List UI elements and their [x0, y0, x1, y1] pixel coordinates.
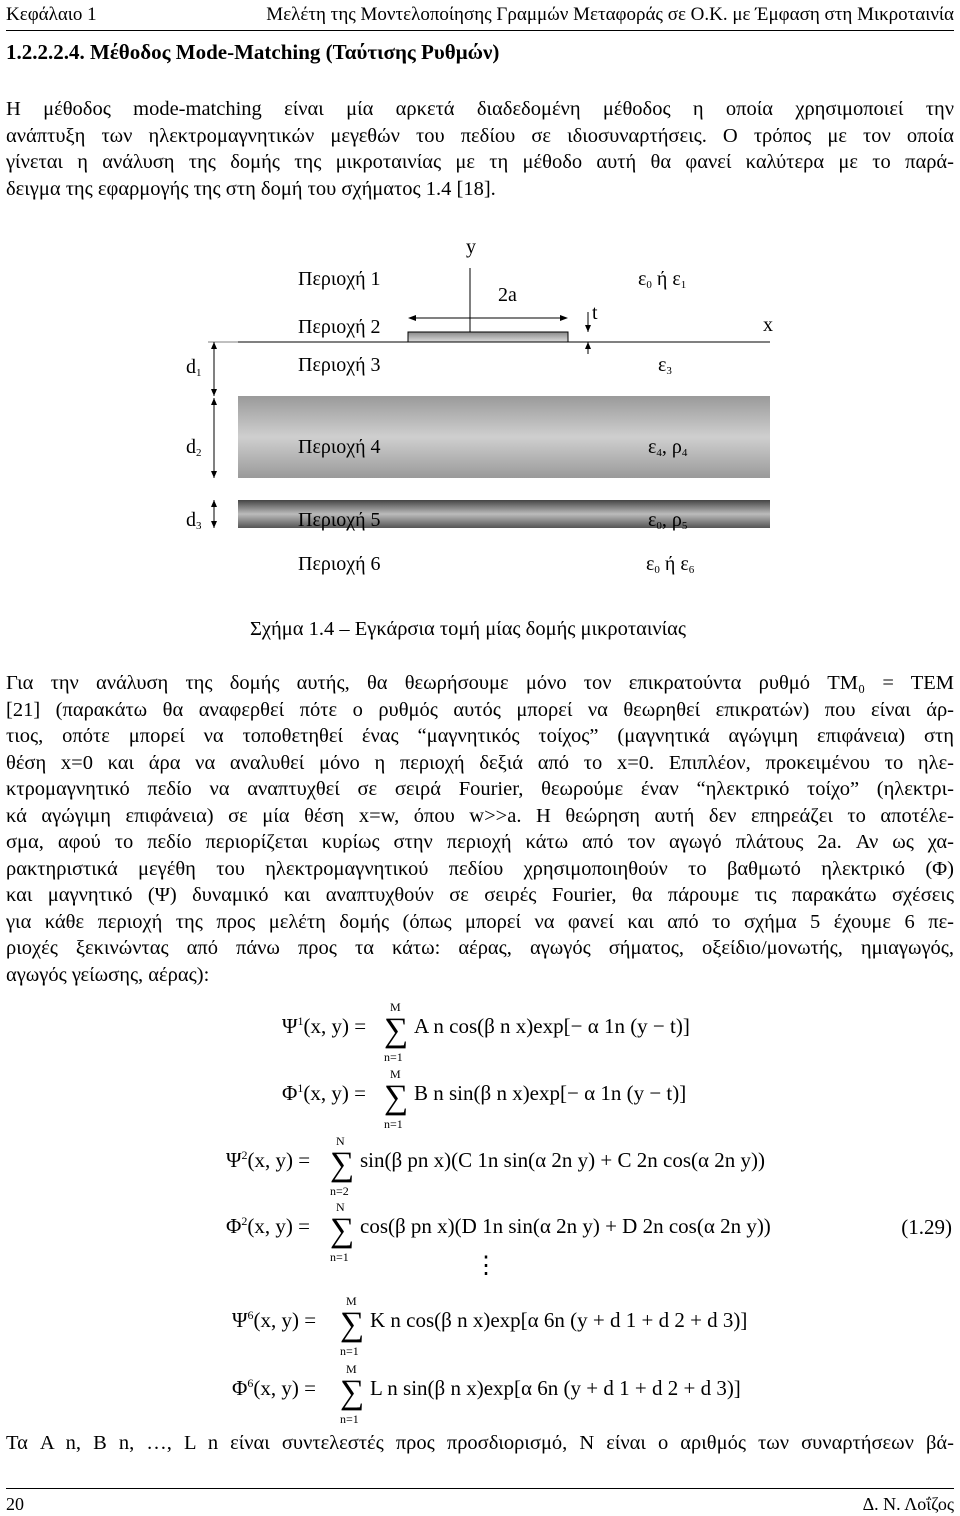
paragraph-line: γίνεται η ανάλυση της δομής της μικροταινίας με τη μέθοδο αυτή θα φανεί καλύτερα με το παρά- — [6, 151, 954, 173]
region-3-label: Περιοχή 3 — [298, 354, 381, 376]
signal-strip — [408, 332, 568, 342]
sum-lower-limit: n=2 — [330, 1184, 349, 1198]
equation-lhs: $\Phi^2(x$, y) = — [226, 1214, 310, 1238]
region-5-label: Περιοχή 5 — [298, 509, 381, 531]
paragraph-line: Τα A n, B n, …, L n είναι συντελεστές προς προσδιορισμό, N είναι ο αριθμός των συναρτήσεων βά- — [6, 1432, 954, 1454]
region-6-label: Περιοχή 6 — [298, 553, 381, 575]
sum-upper-limit: M — [346, 1362, 357, 1376]
header-chapter: Κεφάλαιο 1 — [6, 4, 97, 25]
equation-rhs: sin(β pn x)(C 1n sin(α 2n y) + C 2n cos(α 2n y)) — [360, 1148, 765, 1172]
sum-lower-limit: n=1 — [384, 1117, 403, 1131]
equation-rhs: K n cos(β n x)exp[α 6n (y + d 1 + d 2 + d 3)] — [370, 1308, 748, 1332]
x-axis-label: x — [763, 314, 773, 336]
region-1-label: Περιοχή 1 — [298, 268, 381, 290]
eps-5-label: $\varepsilon_0$, $\rho_5$ — [648, 509, 688, 532]
equation-lhs: $\Phi^6(x$, y) = — [232, 1376, 316, 1400]
sum-sign: ∑ — [384, 1012, 409, 1049]
sum-lower-limit: n=1 — [340, 1344, 359, 1358]
equation-lhs: $\Psi^6(x$, y) = — [232, 1308, 317, 1332]
equation-rhs: A n cos(β n x)exp[− α 1n (y − t)] — [414, 1014, 690, 1038]
d1-label: $d_1$ — [186, 356, 202, 379]
equation-lhs: $\Psi^1(x$, y) = — [282, 1014, 367, 1038]
sum-sign: ∑ — [340, 1306, 365, 1343]
sum-upper-limit: M — [390, 1000, 401, 1014]
equation-lhs: $\Psi^2(x$, y) = — [226, 1148, 311, 1172]
sum-sign: ∑ — [340, 1374, 365, 1411]
sum-upper-limit: M — [390, 1067, 401, 1081]
sum-lower-limit: n=1 — [330, 1250, 349, 1264]
analysis-paragraph — [6, 670, 954, 988]
paragraph-line: ριοχές ξεκινώντας από πάνω προς τα κάτω: αέρας, αγωγός σήματος, οξείδιο/μονωτής, ημιαγωγός, — [6, 937, 954, 959]
figure-drawing — [0, 228, 960, 628]
paragraph-line: κτρομαγνητικό πεδίο να αναπτυχθεί σε σειρά Fourier, θεωρούμε έναν “ηλεκτρικό τοίχο” (ηλεκτρι- — [6, 778, 954, 800]
eps-1-label: $\varepsilon_0$ ή $\varepsilon_1$ — [638, 268, 687, 291]
paragraph-line: αγωγός γείωσης, αέρας): — [6, 963, 210, 986]
sum-lower-limit: n=1 — [384, 1050, 403, 1064]
d3-label: $d_3$ — [186, 509, 202, 532]
d2-label: $d_2$ — [186, 436, 202, 459]
eps-4-label: $\varepsilon_4$, $\rho_4$ — [648, 436, 688, 459]
header-title: Μελέτη της Μοντελοποίησης Γραμμών Μεταφοράς σε Ο.Κ. με Έμφαση στη Μικροταινία — [266, 4, 954, 25]
sum-lower-limit: n=1 — [340, 1412, 359, 1426]
sum-upper-limit: M — [346, 1294, 357, 1308]
paragraph-line: [21] (παρακάτω θα αναφερθεί πότε ο ρυθμός αυτός μπορεί να θεωρηθεί επικρατών) που είναι άρ- — [6, 698, 954, 721]
closing-line — [6, 1430, 954, 1457]
eps-6-label: $\varepsilon_0$ ή $\varepsilon_6$ — [646, 553, 695, 576]
y-axis-label: y — [466, 236, 476, 258]
figure-microstrip-cross-section — [0, 228, 960, 628]
sum-sign: ∑ — [330, 1212, 355, 1249]
vertical-ellipsis: ⋮ — [474, 1253, 498, 1279]
footer-author: Δ. Ν. Λοΐζος — [862, 1494, 954, 1514]
paragraph-line: και μαγνητικό (Ψ) δυναμικό και αναπτυχθούν σε σειρές Fourier, θα πάρουμε τις παρακάτω σχέσεις — [6, 884, 954, 906]
sum-sign: ∑ — [330, 1146, 355, 1183]
paragraph-line: Η μέθοδος mode-matching είναι μία αρκετά διαδεδομένη μέθοδος η οποία χρησιμοποιεί την — [6, 98, 954, 120]
footer-rule — [6, 1488, 954, 1489]
paragraph-line: κά αγώγιμη επιφάνεια) σε μία θέση x=w, όπου w>>a. Η θεώρηση αυτή δεν επηρεάζει το αποτέλε- — [6, 804, 954, 827]
figure-caption: Σχήμα 1.4 – Εγκάρσια τομή μίας δομής μικροταινίας — [250, 618, 686, 640]
paragraph-line: για κάθε περιοχή της προς μελέτη δομής (όπως μπορεί να φανεί και από το σχήμα 5 έχουμε 6 πε- — [6, 910, 954, 933]
paragraph-line: Για την ανάλυση της δομής αυτής, θα θεωρήσουμε μόνο τον επικρατούντα ρυθμό TM₀ = TEM — [6, 672, 954, 694]
sum-sign: ∑ — [384, 1079, 409, 1116]
header-rule — [6, 30, 954, 31]
thickness-label: t — [592, 302, 598, 324]
paragraph-line: δειγμα της εφαρμογής της στη δομή του σχήματος 1.4 [18]. — [6, 177, 496, 200]
equation-lhs: $\Phi^1(x$, y) = — [282, 1081, 366, 1105]
equation-rhs: cos(β pn x)(D 1n sin(α 2n y) + D 2n cos(α 2n y)) — [360, 1214, 771, 1238]
intro-paragraph — [6, 96, 954, 202]
paragraph-line: ανάπτυξη των ηλεκτρομαγνητικών μεγεθών του πεδίου σε ιδιοσυναρτήσεις. Ο τρόπος με τον οποία — [6, 124, 954, 147]
eps-3-label: $\varepsilon_3$ — [658, 354, 672, 377]
paragraph-line: θέση x=0 και άρα να αναλυθεί μόνο η περιοχή δεξιά από το x=0. Επιπλέον, προκειμένου το ηλε- — [6, 751, 954, 774]
sum-upper-limit: N — [336, 1134, 345, 1148]
page-number: 20 — [6, 1494, 24, 1514]
equation-number: (1.29) — [901, 1215, 952, 1239]
equation-rhs: B n sin(β n x)exp[− α 1n (y − t)] — [414, 1081, 687, 1105]
sum-upper-limit: N — [336, 1200, 345, 1214]
width-label: 2a — [498, 284, 517, 306]
paragraph-line: τιος, οπότε μπορεί να τοποθετηθεί ένας “μαγνητικός τοίχος” (μαγνητικά αγώγιμη επιφάνεια) στη — [6, 725, 954, 747]
paragraph-line: σμα, αφού το πεδίο περιορίζεται κυρίως στην περιοχή κάτω από τον αγωγό πλάτους 2a. Αν ως χα- — [6, 831, 954, 853]
section-title: 1.2.2.2.4. Μέθοδος Mode-Matching (Ταύτισης Ρυθμών) — [6, 40, 500, 64]
paragraph-line: ρακτηριστικά μεγέθη του ηλεκτρομαγνητικού πεδίου χρησιμοποιηθούν το βαθμωτό ηλεκτρικό (Φ) — [6, 857, 954, 880]
equation-rhs: L n sin(β n x)exp[α 6n (y + d 1 + d 2 + d 3)] — [370, 1376, 741, 1400]
region-2-label: Περιοχή 2 — [298, 316, 381, 338]
region-4-label: Περιοχή 4 — [298, 436, 381, 458]
